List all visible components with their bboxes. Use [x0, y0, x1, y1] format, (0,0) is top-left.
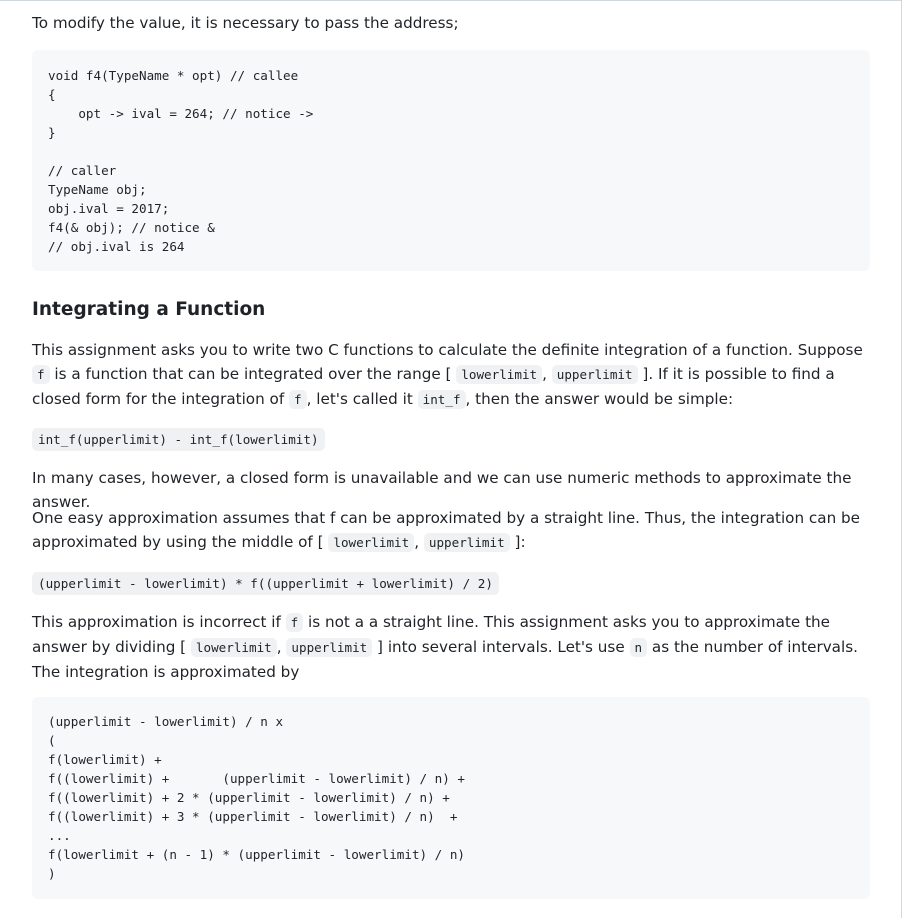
inline-code: lowerlimit — [328, 533, 414, 552]
intro-text: To modify the value, it is necessary to pass the address; — [32, 14, 459, 32]
inline-code: upperlimit — [424, 533, 510, 552]
inline-code: n — [630, 638, 648, 657]
inline-code: f — [286, 613, 304, 632]
inline-code: lowerlimit — [456, 365, 542, 384]
inline-code: f — [289, 390, 307, 409]
inline-code: upperlimit — [552, 365, 638, 384]
inline-code: lowerlimit — [191, 638, 277, 657]
code-snippet-closed-form: int_f(upperlimit) - int_f(lowerlimit) — [32, 428, 325, 451]
inline-code: int_f — [418, 390, 466, 409]
code-snippet-midpoint: (upperlimit - lowerlimit) * f((upperlimit + lowerlimit) / 2) — [32, 572, 499, 595]
paragraph-intervals: This approximation is incorrect if f is not a a straight line. This assignment asks you to approximate the answer by dividing [ lowerlimit , upperlimit ] into several intervals. Let's use n as the number of intervals. The integration is approximated by — [32, 613, 858, 681]
paragraph-intro-integration: This assignment asks you to write two C functions to calculate the definite integration of a function. Suppose f is a function that can be integrated over the range [ lowerlimit , upperlimit ]. If it is possible to find a closed form for the integration of f , let's called it int_f , then the answer would be simple: — [32, 341, 863, 408]
code-block-approximation: (upperlimit - lowerlimit) / n x ( f(lowerlimit) + f((lowerlimit) + (upperlimit - lowerlimit) / n) + f((lowerlimit) + 2 * (upperlimit - lowerlimit) / n) + f((lowerlimit) + 3 * (upperlimit - lowerlimit) / n) + ... f(lowerlimit + (n - 1) * (upperlimit - lowerlimit) / n) ) — [32, 697, 870, 899]
inline-code: upperlimit — [286, 638, 372, 657]
code-block-pass-address: void f4(TypeName * opt) // callee { opt -> ival = 264; // notice -> } // caller TypeName obj; obj.ival = 2017; f4(& obj); // notice & // obj.ival is 264 — [32, 50, 870, 271]
paragraph-straight-line: One easy approximation assumes that f can be approximated by a straight line. Thus, the integration can be approximated by using the middle of [ lowerlimit , upperlimit ]: — [32, 509, 861, 551]
section-heading: Integrating a Function — [32, 299, 266, 320]
paragraph-numeric-methods: In many cases, however, a closed form is unavailable and we can use numeric methods to approximate the answer. — [32, 469, 852, 511]
inline-code: f — [32, 365, 50, 384]
